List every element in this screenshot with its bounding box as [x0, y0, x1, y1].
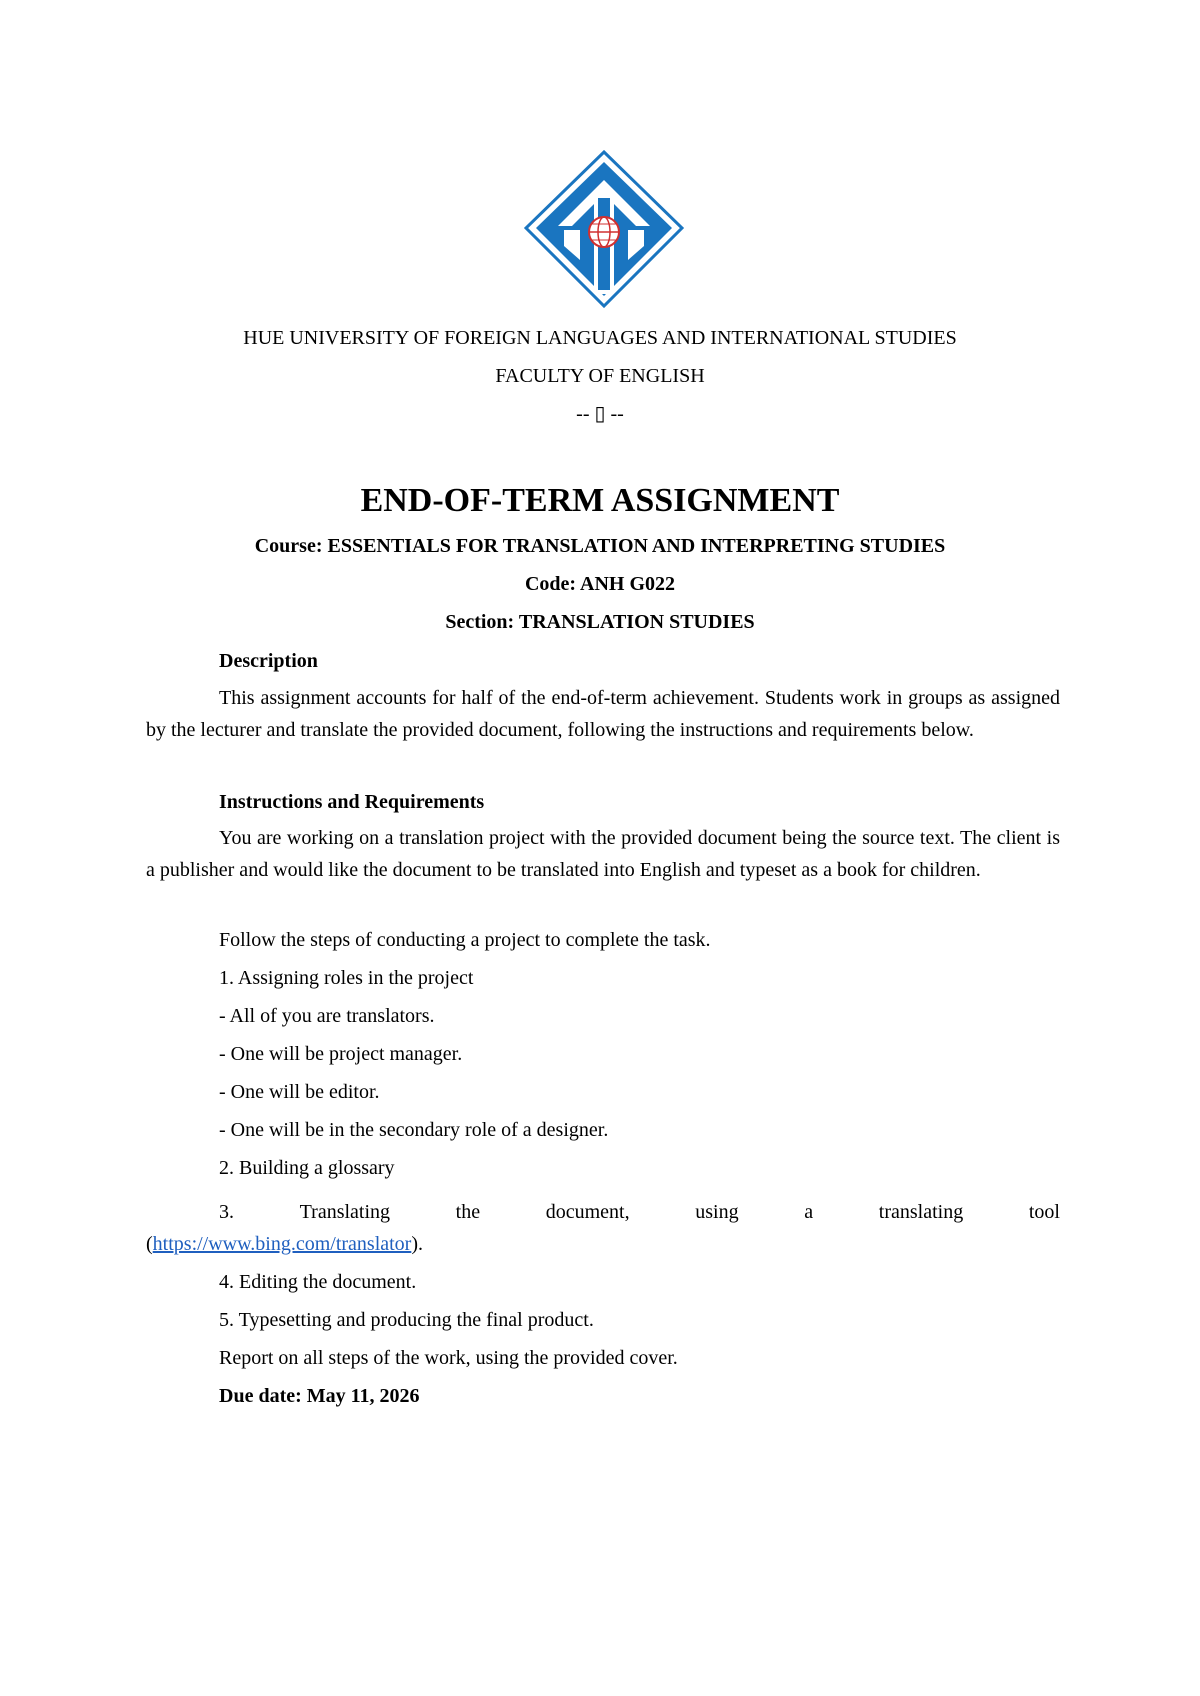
course-value: ESSENTIALS FOR TRANSLATION AND INTERPRETING STUDIES [327, 535, 946, 557]
description-text: This assignment accounts for half of the end-of-term achievement. Students work in groups as assigned by the lecturer and translate the provided document, following the instructions and requirements below. [146, 687, 1060, 741]
step-3-line-2 [146, 1228, 1060, 1260]
report-text: Report on all steps of the work, using the provided cover. [219, 1347, 678, 1369]
follow-steps-text: Follow the steps of conducting a project to complete the task. [219, 929, 711, 951]
step-3 [146, 1196, 1060, 1260]
section-value: TRANSLATION STUDIES [518, 611, 755, 633]
role-item: - One will be project manager. [219, 1043, 463, 1065]
step-3-word: tool [1028, 1201, 1060, 1223]
step-5: 5. Typesetting and producing the final product. [219, 1309, 594, 1331]
step-3-close-paren: ). [411, 1233, 424, 1255]
code-line [0, 572, 1200, 596]
due-date-line [219, 1384, 420, 1408]
step-3-word: translating [878, 1201, 964, 1223]
separator: -- ▯ -- [576, 403, 624, 425]
due-date-label: Due date: [219, 1385, 302, 1407]
step-3-word: the [455, 1201, 481, 1223]
step-3-open-paren: ( [146, 1233, 153, 1255]
instructions-heading: Instructions and Requirements [219, 791, 485, 813]
instructions-text: You are working on a translation project with the provided document being the source text. The client is a publisher and would like the document to be translated into English and typeset as a book for children. [146, 827, 1060, 881]
step-3-word: Translating [299, 1201, 391, 1223]
step-3-line-1 [146, 1196, 1060, 1228]
page-title: END-OF-TERM ASSIGNMENT [360, 482, 840, 519]
code-value: ANH G022 [580, 573, 675, 595]
due-date-value: May 11, 2026 [306, 1385, 420, 1407]
translator-link[interactable]: https://www.bing.com/translator [152, 1233, 412, 1255]
section-line [0, 610, 1200, 634]
code-label: Code: [524, 573, 577, 595]
university-name: HUE UNIVERSITY OF FOREIGN LANGUAGES AND INTERNATIONAL STUDIES [243, 327, 957, 349]
step-4: 4. Editing the document. [219, 1271, 417, 1293]
role-item: - One will be in the secondary role of a designer. [219, 1119, 609, 1141]
description-heading: Description [219, 650, 318, 672]
step-1: 1. Assigning roles in the project [219, 967, 474, 989]
faculty-name: FACULTY OF ENGLISH [495, 365, 705, 387]
step-2: 2. Building a glossary [219, 1157, 395, 1179]
section-label: Section: [445, 611, 515, 633]
course-label: Course: [254, 535, 323, 557]
step-3-word: a [804, 1201, 814, 1223]
step-3-word: using [695, 1201, 739, 1223]
course-line [0, 534, 1200, 558]
role-item: - All of you are translators. [219, 1005, 435, 1027]
step-3-word: document, [545, 1201, 630, 1223]
university-logo-icon [524, 150, 684, 310]
role-item: - One will be editor. [219, 1081, 380, 1103]
step-3-word: 3. [219, 1201, 234, 1223]
